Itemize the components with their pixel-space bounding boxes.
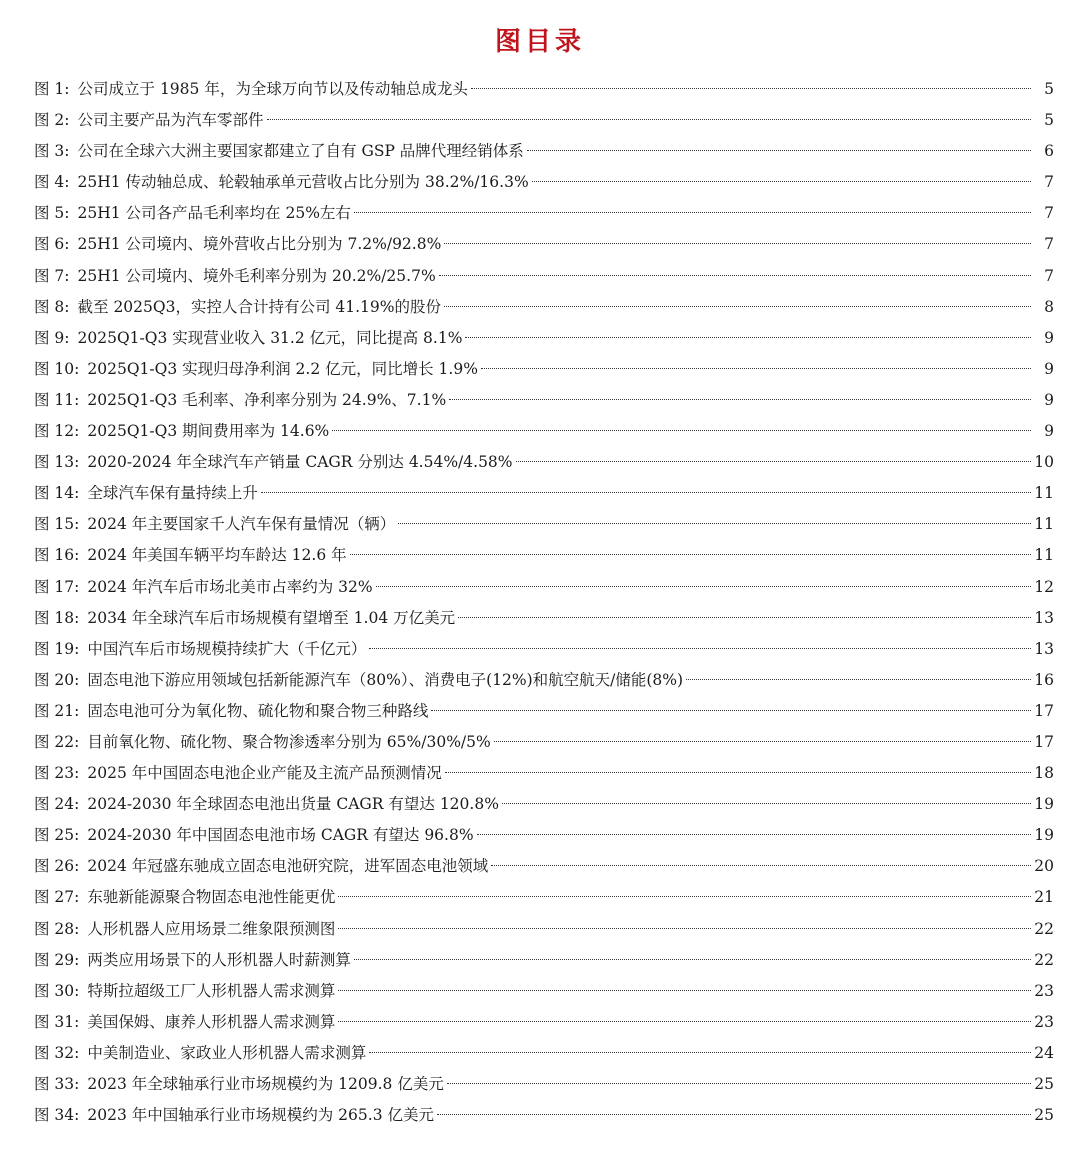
page-number: 13 xyxy=(1034,639,1054,658)
figure-caption: 人形机器人应用场景二维象限预测图 xyxy=(87,919,336,938)
page-number: 7 xyxy=(1044,204,1054,223)
figure-caption: 25H1 公司各产品毛利率均在 25%左右 xyxy=(77,204,351,223)
toc-entry[interactable] xyxy=(34,167,1054,198)
figure-label: 图 30: xyxy=(34,981,80,1000)
toc-entry[interactable] xyxy=(34,1069,1054,1100)
figure-caption: 25H1 公司境内、境外营收占比分别为 7.2%/92.8% xyxy=(77,235,442,254)
figure-caption: 中美制造业、家政业人形机器人需求测算 xyxy=(87,1043,367,1062)
dot-leader xyxy=(354,959,1031,960)
figure-label: 图 23: xyxy=(34,764,80,783)
dot-leader xyxy=(458,617,1031,618)
figure-label: 图 12: xyxy=(34,422,80,441)
dot-leader xyxy=(686,679,1031,680)
figure-caption: 东驰新能源聚合物固态电池性能更优 xyxy=(87,888,336,907)
dot-leader xyxy=(354,212,1031,213)
figure-label: 图 22: xyxy=(34,732,80,751)
dot-leader xyxy=(338,928,1031,929)
dot-leader xyxy=(481,368,1031,369)
toc-entry[interactable] xyxy=(34,603,1054,634)
dot-leader xyxy=(376,586,1031,587)
figure-caption: 2025Q1-Q3 实现归母净利润 2.2 亿元，同比增长 1.9% xyxy=(87,359,478,378)
figure-caption: 2025 年中国固态电池企业产能及主流产品预测情况 xyxy=(87,764,442,783)
toc-entry[interactable] xyxy=(34,882,1054,913)
figure-label: 图 26: xyxy=(34,857,80,876)
toc-entry[interactable] xyxy=(34,416,1054,447)
toc-entry[interactable] xyxy=(34,1038,1054,1069)
page-number: 17 xyxy=(1034,701,1054,720)
dot-leader xyxy=(369,648,1031,649)
page-number: 9 xyxy=(1044,328,1054,347)
figure-label: 图 4: xyxy=(34,173,70,192)
figure-caption: 2024 年主要国家千人汽车保有量情况（辆） xyxy=(87,515,396,534)
toc-entry[interactable] xyxy=(34,385,1054,416)
page-number: 9 xyxy=(1044,359,1054,378)
toc-entry[interactable] xyxy=(34,447,1054,478)
toc-entry[interactable] xyxy=(34,540,1054,571)
figure-label: 图 28: xyxy=(34,919,80,938)
page-number: 25 xyxy=(1034,1075,1054,1093)
figure-caption: 固态电池可分为氧化物、硫化物和聚合物三种路线 xyxy=(87,701,429,720)
dot-leader xyxy=(437,1114,1031,1115)
toc-entry[interactable] xyxy=(34,105,1054,136)
toc-entry[interactable] xyxy=(34,851,1054,882)
toc-entry[interactable] xyxy=(34,1100,1054,1131)
figure-caption: 全球汽车保有量持续上升 xyxy=(87,484,258,503)
toc-entry[interactable] xyxy=(34,323,1054,354)
page-number: 5 xyxy=(1044,111,1054,130)
figure-label: 图 3: xyxy=(34,142,70,161)
toc-entry[interactable] xyxy=(34,634,1054,665)
figure-caption: 2025Q1-Q3 毛利率、净利率分别为 24.9%、7.1% xyxy=(87,390,447,409)
figure-caption: 固态电池下游应用领域包括新能源汽车（80%）、消费电子(12%)和航空航天/储能(8%) xyxy=(87,670,684,689)
figure-label: 图 18: xyxy=(34,608,80,627)
toc-entry[interactable] xyxy=(34,198,1054,229)
page-number: 21 xyxy=(1034,888,1054,907)
page-number: 18 xyxy=(1034,764,1054,783)
toc-entry[interactable] xyxy=(34,914,1054,945)
toc-entry[interactable] xyxy=(34,354,1054,385)
figure-label: 图 14: xyxy=(34,484,80,503)
figure-caption: 2024-2030 年全球固态电池出货量 CAGR 有望达 120.8% xyxy=(87,795,499,814)
toc-entry[interactable] xyxy=(34,261,1054,292)
figure-caption: 25H1 传动轴总成、轮毂轴承单元营收占比分别为 38.2%/16.3% xyxy=(77,173,529,192)
figure-caption: 特斯拉超级工厂人形机器人需求测算 xyxy=(87,981,336,1000)
dot-leader xyxy=(369,1052,1031,1053)
figure-label: 图 10: xyxy=(34,359,80,378)
page-number: 22 xyxy=(1034,950,1054,969)
figure-caption: 截至 2025Q3，实控人合计持有公司 41.19%的股份 xyxy=(77,297,441,316)
figure-label: 图 6: xyxy=(34,235,70,254)
figure-label: 图 27: xyxy=(34,888,80,907)
figure-label: 图 31: xyxy=(34,1012,80,1031)
page-number: 16 xyxy=(1034,670,1054,689)
figure-label: 图 15: xyxy=(34,515,80,534)
toc-entry[interactable] xyxy=(34,665,1054,696)
figure-caption: 2020-2024 年全球汽车产销量 CAGR 分别达 4.54%/4.58% xyxy=(87,453,513,472)
figure-caption: 公司主要产品为汽车零部件 xyxy=(77,111,264,130)
page-number: 23 xyxy=(1034,981,1054,1000)
figure-caption: 公司成立于 1985 年，为全球万向节以及传动轴总成龙头 xyxy=(77,80,468,98)
page-number: 24 xyxy=(1034,1043,1054,1062)
figure-caption: 中国汽车后市场规模持续扩大（千亿元） xyxy=(87,639,367,658)
page-number: 8 xyxy=(1044,297,1054,316)
dot-leader xyxy=(267,119,1031,120)
dot-leader xyxy=(502,803,1031,804)
figure-label: 图 17: xyxy=(34,577,80,596)
page-number: 19 xyxy=(1034,826,1054,845)
dot-leader xyxy=(338,896,1031,897)
toc-entry[interactable] xyxy=(34,727,1054,758)
dot-leader xyxy=(350,554,1031,555)
figure-caption: 目前氧化物、硫化物、聚合物渗透率分别为 65%/30%/5% xyxy=(87,732,491,751)
figure-caption: 2024-2030 年中国固态电池市场 CAGR 有望达 96.8% xyxy=(87,826,474,845)
dot-leader xyxy=(444,306,1031,307)
toc-entry[interactable] xyxy=(34,696,1054,727)
dot-leader xyxy=(398,523,1031,524)
page-number: 17 xyxy=(1034,732,1054,751)
figure-caption: 两类应用场景下的人形机器人时薪测算 xyxy=(87,950,351,969)
page-number: 11 xyxy=(1034,546,1054,565)
page-number: 20 xyxy=(1034,857,1054,876)
figure-label: 图 20: xyxy=(34,670,80,689)
dot-leader xyxy=(477,834,1031,835)
toc-entry[interactable] xyxy=(34,758,1054,789)
dot-leader xyxy=(491,865,1031,866)
page-number: 19 xyxy=(1034,795,1054,814)
dot-leader xyxy=(471,88,1031,89)
figure-caption: 2034 年全球汽车后市场规模有望增至 1.04 万亿美元 xyxy=(87,608,456,627)
toc-entry[interactable] xyxy=(34,136,1054,167)
figure-label: 图 33: xyxy=(34,1075,80,1093)
figure-label: 图 2: xyxy=(34,111,70,130)
dot-leader xyxy=(447,1083,1031,1084)
figure-toc-list xyxy=(34,74,1054,1131)
toc-entry[interactable] xyxy=(34,74,1054,105)
dot-leader xyxy=(332,430,1031,431)
figure-caption: 公司在全球六大洲主要国家都建立了自有 GSP 品牌代理经销体系 xyxy=(77,142,524,161)
figure-label: 图 11: xyxy=(34,390,80,409)
toc-entry[interactable] xyxy=(34,478,1054,509)
figure-caption: 2024 年汽车后市场北美市占率约为 32% xyxy=(87,577,373,596)
figure-label: 图 24: xyxy=(34,795,80,814)
figure-label: 图 9: xyxy=(34,328,70,347)
figure-caption: 2025Q1-Q3 期间费用率为 14.6% xyxy=(87,422,330,441)
page-number: 22 xyxy=(1034,919,1054,938)
figure-caption: 2023 年全球轴承行业市场规模约为 1209.8 亿美元 xyxy=(87,1075,444,1093)
figure-label: 图 32: xyxy=(34,1043,80,1062)
page-number: 7 xyxy=(1044,266,1054,285)
page-number: 25 xyxy=(1034,1106,1054,1125)
toc-entry[interactable] xyxy=(34,789,1054,820)
page-number: 9 xyxy=(1044,422,1054,441)
dot-leader xyxy=(527,150,1031,151)
page-number: 11 xyxy=(1034,484,1054,503)
dot-leader xyxy=(449,399,1031,400)
figure-label: 图 25: xyxy=(34,826,80,845)
page-number: 9 xyxy=(1044,390,1054,409)
dot-leader xyxy=(338,990,1031,991)
figure-caption: 25H1 公司境内、境外毛利率分别为 20.2%/25.7% xyxy=(77,266,436,285)
page-title: 图目录 xyxy=(494,27,585,58)
figure-label: 图 29: xyxy=(34,950,80,969)
toc-entry[interactable] xyxy=(34,229,1054,260)
figure-caption: 美国保姆、康养人形机器人需求测算 xyxy=(87,1012,336,1031)
figure-label: 图 8: xyxy=(34,297,70,316)
figure-label: 图 1: xyxy=(34,80,70,98)
figure-label: 图 5: xyxy=(34,204,70,223)
toc-entry[interactable] xyxy=(34,976,1054,1007)
dot-leader xyxy=(532,181,1031,182)
figure-label: 图 16: xyxy=(34,546,80,565)
page-number: 23 xyxy=(1034,1012,1054,1031)
figure-label: 图 19: xyxy=(34,639,80,658)
toc-entry[interactable] xyxy=(34,945,1054,976)
dot-leader xyxy=(261,492,1031,493)
toc-entry[interactable] xyxy=(34,292,1054,323)
figure-label: 图 21: xyxy=(34,701,80,720)
dot-leader xyxy=(444,243,1031,244)
page-number: 5 xyxy=(1044,80,1054,98)
figure-caption: 2024 年冠盛东驰成立固态电池研究院，进军固态电池领域 xyxy=(87,857,489,876)
figure-caption: 2023 年中国轴承行业市场规模约为 265.3 亿美元 xyxy=(87,1106,434,1125)
figure-caption: 2025Q1-Q3 实现营业收入 31.2 亿元，同比提高 8.1% xyxy=(77,328,463,347)
dot-leader xyxy=(494,741,1031,742)
figure-label: 图 34: xyxy=(34,1106,80,1125)
page-number: 7 xyxy=(1044,173,1054,192)
toc-entry[interactable] xyxy=(34,509,1054,540)
page-number: 12 xyxy=(1034,577,1054,596)
dot-leader xyxy=(439,275,1031,276)
page-number: 7 xyxy=(1044,235,1054,254)
figure-label: 图 7: xyxy=(34,266,70,285)
dot-leader xyxy=(516,461,1031,462)
toc-entry[interactable] xyxy=(34,572,1054,603)
page-number: 10 xyxy=(1034,453,1054,472)
page-number: 13 xyxy=(1034,608,1054,627)
figure-caption: 2024 年美国车辆平均车龄达 12.6 年 xyxy=(87,546,347,565)
toc-entry[interactable] xyxy=(34,1007,1054,1038)
page-number: 6 xyxy=(1044,142,1054,161)
figure-label: 图 13: xyxy=(34,453,80,472)
dot-leader xyxy=(431,710,1031,711)
dot-leader xyxy=(445,772,1031,773)
dot-leader xyxy=(338,1021,1031,1022)
dot-leader xyxy=(465,337,1031,338)
page-number: 11 xyxy=(1034,515,1054,534)
toc-entry[interactable] xyxy=(34,820,1054,851)
